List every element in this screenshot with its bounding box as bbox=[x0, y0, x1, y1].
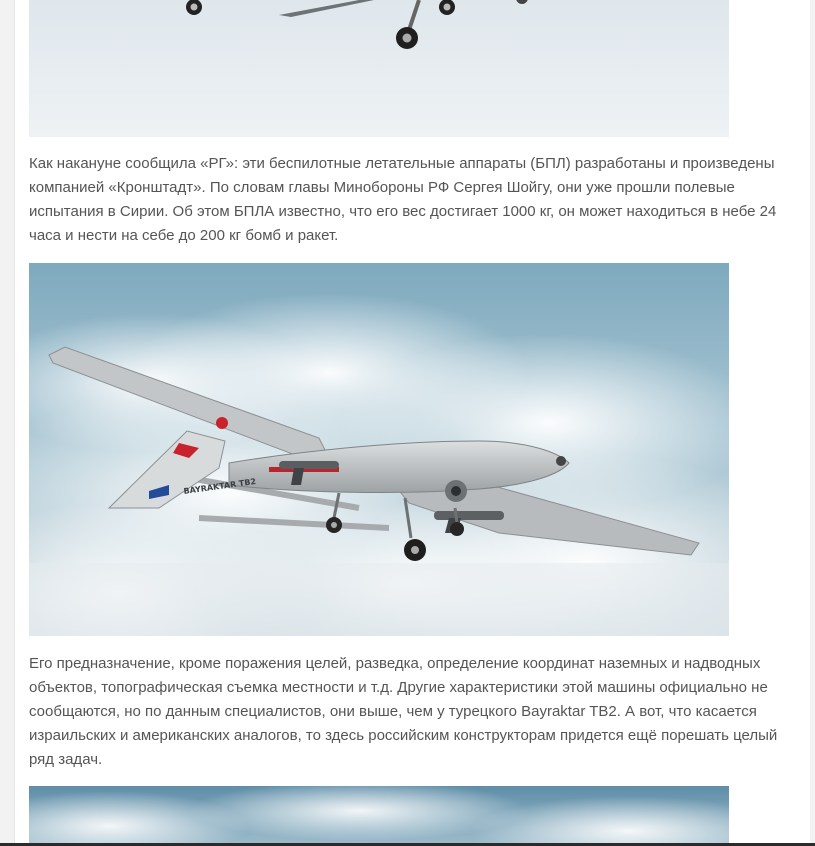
article-paragraph: Как накануне сообщила «РГ»: эти беспилотные летательные аппараты (БПЛ) разработаны и произведены компанией «Кронштадт». По словам главы Минобороны РФ Сергея Шойгу, они уже прошли полевые испытания в Сирии. Об этом БПЛА известно, что его вес достигает 1000 кг, он может находиться в небе 24 часа и нести на себе до 200 кг бомб и ракет. bbox=[29, 155, 777, 244]
drone-photo-top bbox=[29, 0, 729, 137]
drone-photo-bottom bbox=[29, 786, 729, 846]
article-paragraph: Его предназначение, кроме поражения целей, разведка, определение координат наземных и надводных объектов, топографическая съемка местности и т.д. Другие характеристики этой машины официально не сообщаются, но по данным специалистов, они выше, чем у турецкого Bayraktar TB2. А вот, что касается израильских и американских аналогов, то здесь российским конструкторам придется ещё порешать целый ряд задач. bbox=[29, 655, 778, 768]
drone-photo-bayraktar bbox=[29, 263, 729, 636]
drone-marking-text: BAYRAKTAR TB2 bbox=[183, 476, 257, 496]
page-gutter bbox=[810, 0, 815, 846]
